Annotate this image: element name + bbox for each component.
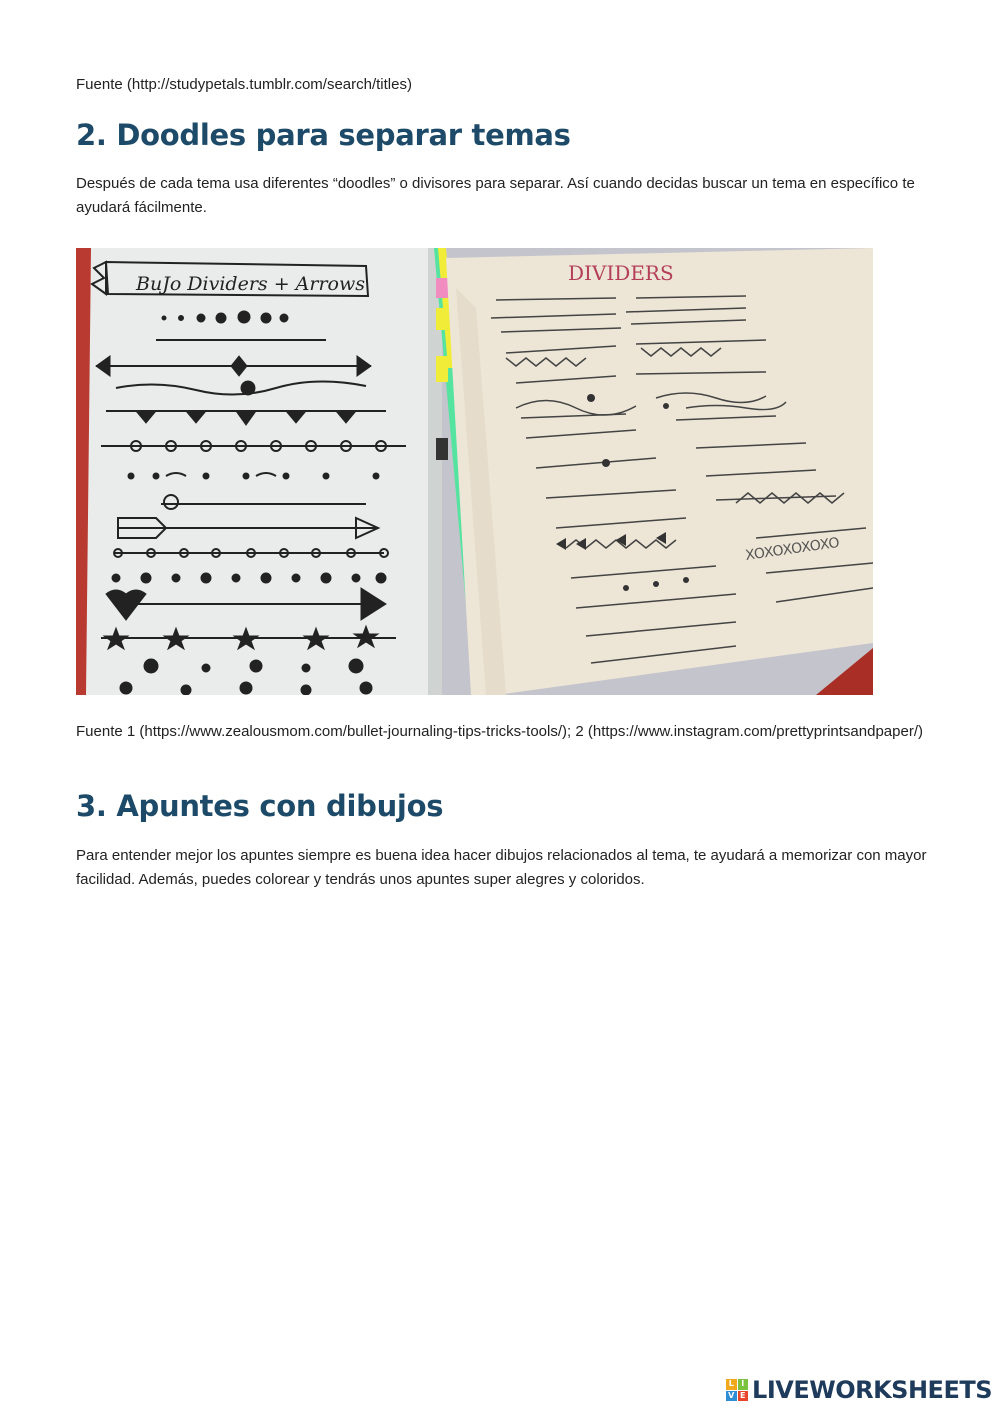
logo-letter-v: V bbox=[726, 1391, 737, 1402]
left-page-title: BuJo Dividers + Arrows bbox=[136, 273, 365, 295]
logo-letter-l: L bbox=[726, 1379, 737, 1390]
section-2-paragraph: Después de cada tema usa diferentes “doodles” o divisores para separar. Así cuando decidas buscar un tema en específico te ayudará fácilmente. bbox=[76, 175, 915, 216]
section-3-paragraph: Para entender mejor los apuntes siempre es buena idea hacer dibujos relacionados al tema, te ayudará a memorizar con mayor facilidad. Además, puedes colorear y tendrás unos apuntes super alegres y coloridos. bbox=[76, 847, 927, 888]
logo-letter-e: E bbox=[738, 1391, 749, 1402]
liveworksheets-logo[interactable] bbox=[726, 1375, 992, 1405]
bullet-journal-dividers-photo bbox=[76, 248, 873, 695]
section-3-heading: 3. Apuntes con dibujos bbox=[76, 789, 444, 823]
source-citation-photo: Fuente 1 (https://www.zealousmom.com/bullet-journaling-tips-tricks-tools/); 2 (https://www.instagram.com/prettyprintsandpaper/) bbox=[76, 723, 923, 740]
liveworksheets-logo-mark bbox=[726, 1379, 748, 1401]
liveworksheets-logo-text: LIVEWORKSHEETS bbox=[752, 1376, 992, 1404]
section-2-heading: 2. Doodles para separar temas bbox=[76, 118, 571, 152]
logo-letter-i: I bbox=[738, 1379, 749, 1390]
svg-text:XOXOXOXOXO: XOXOXOXOXO bbox=[744, 534, 841, 564]
right-page-title: DIVIDERS bbox=[568, 261, 674, 285]
source-citation-top: Fuente (http://studypetals.tumblr.com/search/titles) bbox=[76, 76, 412, 93]
